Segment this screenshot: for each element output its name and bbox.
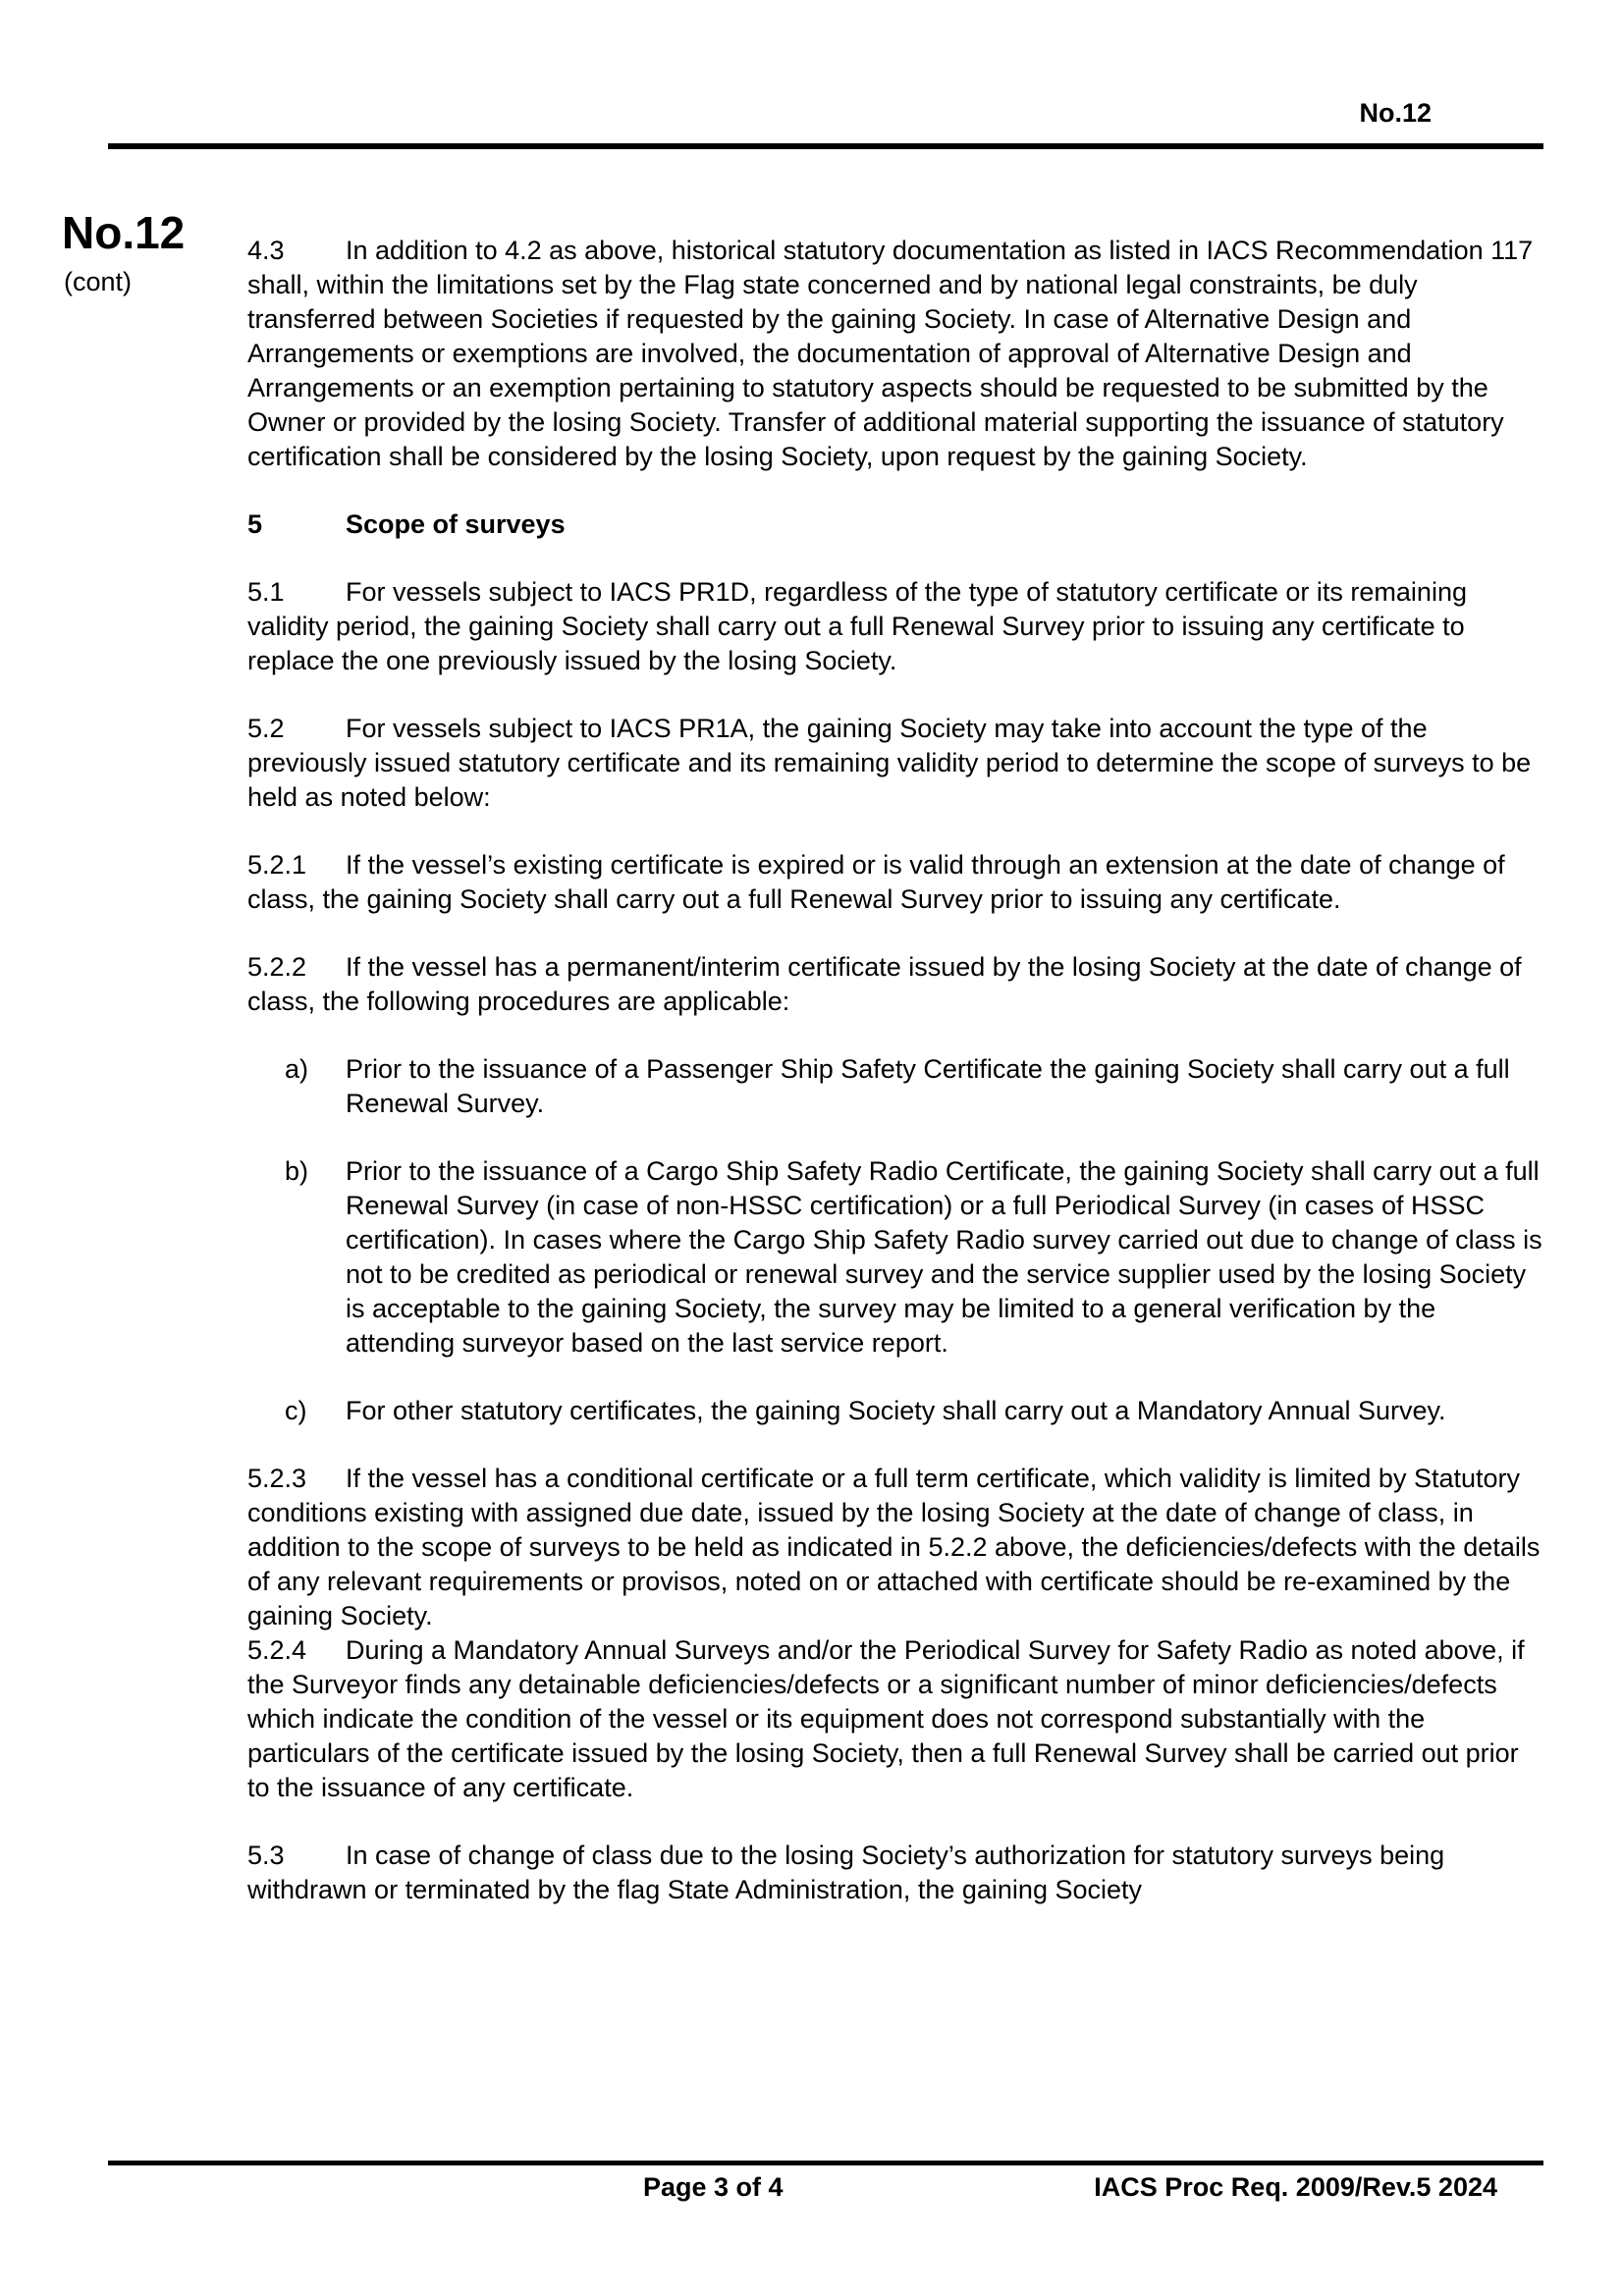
paragraph-number: 5.2.4	[247, 1635, 307, 1665]
section-heading-5	[247, 507, 1543, 542]
list-item-text: Prior to the issuance of a Cargo Ship Safety Radio Certificate, the gaining Society shall carry out a full Renewal Survey (in case of non-HSSC certification) or a full Periodical Survey (in cases of HSSC certification). In cases where the Cargo Ship Safety Radio survey carried out due to change of class is not to be credited as periodical or renewal survey and the service supplier used by the losing Society is acceptable to the gaining Society, the survey may be limited to a general verification by the attending surveyor based on the last service report.	[346, 1156, 1542, 1358]
list-item-c	[247, 1394, 1543, 1428]
section-number: 5	[247, 509, 263, 539]
list-marker: b)	[285, 1156, 309, 1186]
paragraph-text: If the vessel’s existing certificate is expired or is valid through an extension at the date of change of class, the gaining Society shall carry out a full Renewal Survey prior to issuing any certificate.	[247, 850, 1505, 914]
paragraph-number: 5.3	[247, 1841, 285, 1870]
paragraph-number: 5.2.2	[247, 952, 307, 982]
list-marker: c)	[285, 1396, 307, 1425]
list-item-text: Prior to the issuance of a Passenger Ship Safety Certificate the gaining Society shall carry out a full Renewal Survey.	[346, 1054, 1510, 1118]
paragraph-5-2-3	[247, 1462, 1543, 1633]
paragraph-text: If the vessel has a conditional certificate or a full term certificate, which validity is limited by Statutory conditions existing with assigned due date, issued by the losing Society at the date of change of class, in addition to the scope of surveys to be held as indicated in 5.2.2 above, the deficiencies/defects with the details of any relevant requirements or provisos, noted on or attached with certificate should be re-examined by the gaining Society.	[247, 1464, 1541, 1630]
list-item-text: For other statutory certificates, the gaining Society shall carry out a Mandatory Annual Survey.	[346, 1396, 1446, 1425]
side-document-number: No.12	[62, 207, 186, 258]
paragraph-text: For vessels subject to IACS PR1A, the gaining Society may take into account the type of the previously issued statutory certificate and its remaining validity period to determine the scope of surveys to be held as noted below:	[247, 714, 1532, 812]
paragraph-text: For vessels subject to IACS PR1D, regardless of the type of statutory certificate or its remaining validity period, the gaining Society shall carry out a full Renewal Survey prior to issuing any certificate to replace the one previously issued by the losing Society.	[247, 577, 1467, 675]
paragraph-number: 5.2	[247, 714, 285, 743]
paragraph-5-2-2	[247, 950, 1543, 1019]
paragraph-number: 5.2.1	[247, 850, 307, 880]
paragraph-number: 5.1	[247, 577, 285, 607]
footer-rule	[108, 2161, 1543, 2165]
section-title: Scope of surveys	[346, 509, 566, 539]
paragraph-5-2-1	[247, 848, 1543, 917]
header-document-number: No.12	[1359, 98, 1432, 128]
paragraph-text: In case of change of class due to the losing Society’s authorization for statutory surveys being withdrawn or terminated by the flag State Administration, the gaining Society	[247, 1841, 1445, 1904]
footer-document-reference: IACS Proc Req. 2009/Rev.5 2024	[1094, 2172, 1497, 2202]
list-item-b	[247, 1154, 1543, 1361]
paragraph-4-3	[247, 234, 1543, 474]
paragraph-text: If the vessel has a permanent/interim certificate issued by the losing Society at the date of change of class, the following procedures are applicable:	[247, 952, 1522, 1016]
document-body	[247, 234, 1543, 1941]
header-rule	[108, 143, 1543, 149]
footer-page-number: Page 3 of 4	[643, 2172, 784, 2202]
list-item-a	[247, 1052, 1543, 1121]
paragraph-text: In addition to 4.2 as above, historical statutory documentation as listed in IACS Recommendation 117 shall, within the limitations set by the Flag state concerned and by national legal constraints, be duly transferred between Societies if requested by the gaining Society. In case of Alternative Design and Arrangements or exemptions are involved, the documentation of approval of Alternative Design and Arrangements or an exemption pertaining to statutory aspects should be requested to be submitted by the Owner or provided by the losing Society. Transfer of additional material supporting the issuance of statutory certification shall be considered by the losing Society, upon request by the gaining Society.	[247, 236, 1534, 471]
paragraph-5-3	[247, 1839, 1543, 1907]
side-continued-label: (cont)	[64, 267, 133, 296]
paragraph-5-2-4	[247, 1633, 1543, 1805]
paragraph-5-2	[247, 712, 1543, 815]
list-marker: a)	[285, 1054, 309, 1084]
paragraph-5-1	[247, 575, 1543, 678]
paragraph-text: During a Mandatory Annual Surveys and/or the Periodical Survey for Safety Radio as noted above, if the Surveyor finds any detainable deficiencies/defects or a significant number of minor deficiencies/defects which indicate the condition of the vessel or its equipment does not correspond substantially with the particulars of the certificate issued by the losing Society, then a full Renewal Survey shall be carried out prior to the issuance of any certificate.	[247, 1635, 1525, 1802]
paragraph-number: 4.3	[247, 236, 285, 265]
paragraph-number: 5.2.3	[247, 1464, 307, 1493]
